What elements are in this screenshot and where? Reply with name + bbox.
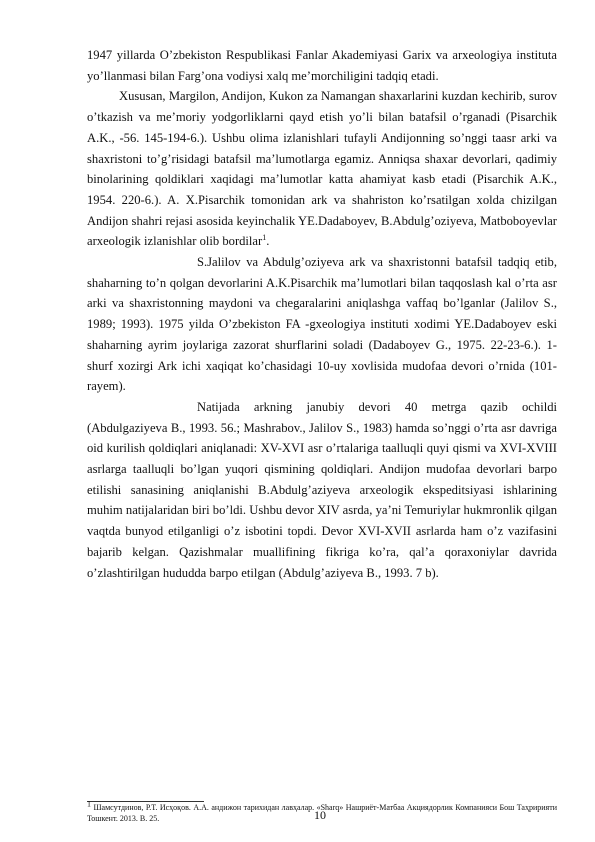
paragraph-2-text: Xususan, Margilon, Andijon, Kukon za Namangan shaxarlarini kuzdan kechirib, surov o’tkazish va me’moriy yodgorliklarni qayd etish yo’li bilan batafsil o’rganadi (Pisarchik A.K., -56. 145-194-6.). Ushbu olima izlanishlari tufayli Andijonning so’nggi taasr arki va shaxristoni to’g’risidagi batafsil ma’lumotlarga egamiz. Anniqsa shaxar devorlari, qadimiy binolarining qoldiklari xaqidagi ma’lumotlar katta ahamiyat kasb etadi (Pisarchik A.K., 1954. 220-6.). A. X.Pisarchik tomonidan ark va shahriston ko’rsatilgan xolda chizilgan Andijon shahri rejasi asosida keyinchalik YE.Dadaboyev, B.Abdulg’oziyeva, Matboboyevlar arxeologik izlanishlar olib bordilar: [87, 89, 557, 249]
paragraph-1: 1947 yillarda O’zbekiston Respublikasi Fanlar Akademiyasi Garix va arxeologiya instituta yo’llanmasi bilan Farg’ona vodiysi xalq me’morchiligini tadqiq etadi.: [87, 48, 557, 83]
footnote-separator: [87, 801, 204, 802]
footnote-marker: 1: [87, 799, 91, 809]
document-body: [87, 45, 557, 583]
paragraph-2: [87, 86, 557, 252]
paragraph-2-end: .: [266, 234, 270, 249]
footnote-reference: 1: [262, 233, 267, 243]
footnote-text: Шамсутдинов, Р.Т. Исҳоқов. А.А. андижон тарихидан лавҳалар. «Sharq» Нашриёт-Матбаа Акциядорлик Компанияси Бош Таҳририяти Тошкент. 2013. B. 25.: [87, 803, 557, 823]
page-number: 10: [314, 808, 326, 822]
paragraph-3: S.Jalilov va Abdulg’oziyeva ark va shaxristonni batafsil tadqiq etib, shaharning to’n qolgan devorlarini A.K.Pisarchik ma’lumotlari bilan taqqoslash kal o’rta asr arki va shaxristonning maydoni va chegaralarini aniqlashga vaffaq bo’lganlar (Jalilov S., 1989; 1993). 1975 yilda O’zbekiston FA -gxeologiya instituti xodimi YE.Dadaboyev eski shaharning ayrim joylariga zazorat shurflarini soladi (Dadaboyev G., 1975. 22-23-6.). 1-shurf xozirgi Ark ichi xaqiqat ko’chasidagi 10-uy xovlisida mudofaa devori o’rnida (101-rayem).: [87, 255, 557, 394]
paragraph-4: Natijada arkning janubiy devori 40 metrga qazib ochildi (Abdulgaziyeva B., 1993. 56.; Mashrabov., Jalilov S., 1983) hamda so’nggi o’rta asr davriga oid kurilish qoldiqlari aniqlanadi: XV-XVI asr o’rtalariga taalluqli quyi qismi va XVI-XVIII asrlarga taalluqli bo’lgan yuqori qismining qoldiqlari. Andijon mudofaa devorlari barpo etilishi sanasining aniqlanishi B.Abdulg’aziyeva arxeologik ekspeditsiyasi ishlarining muhim natijalaridan biri bo’ldi. Ushbu devor XIV asrda, ya’ni Temuriylar hukmronlik qilgan vaqtda bunyod etilganligi o’z isbotini topdi. Devor XVI-XVII asrlarda ham o’z vazifasini bajarib kelgan. Qazishmalar muallifining fikriga ko’ra, qal’a qoraxoniylar davrida o’zlashtirilgan hududda barpo etilgan (Abdulg’aziyeva B., 1993. 7 b).: [87, 399, 557, 580]
